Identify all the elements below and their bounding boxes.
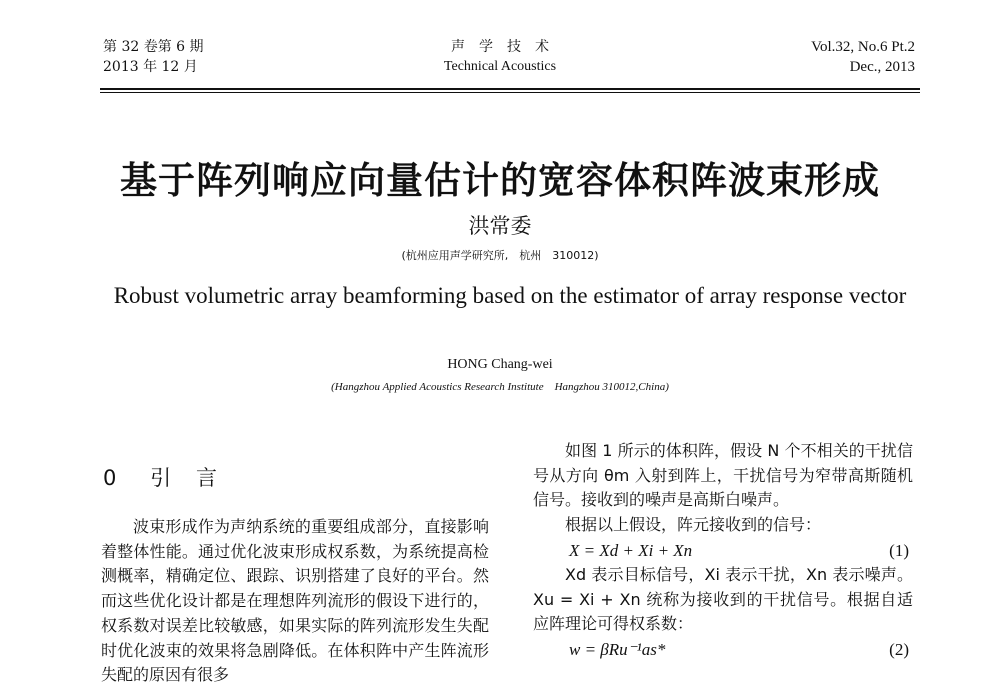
header-rule-thin bbox=[100, 92, 920, 93]
intro-paragraph: 波束形成作为声纳系统的重要组成部分，直接影响着整体性能。通过优化波束形成权系数，为系统提高检测概率，精确定位、跟踪、识别搭建了良好的平台。然而这些优化设计都是在理想阵列流形的假设下进行的，权系数对误差比较敏感，如果实际的阵列流形发生失配时优化波束的效果将急剧降低。在体积阵中产生阵流形失配的原因有很多 bbox=[101, 517, 489, 685]
affiliation-en: (Hangzhou Applied Acoustics Research Institute Hangzhou 310012,China) bbox=[331, 381, 669, 393]
equation-1 bbox=[533, 538, 913, 563]
author-en: HONG Chang-wei bbox=[447, 357, 553, 372]
journal-name-cn: 声 学 技 术 bbox=[451, 39, 549, 55]
affiliation-cn: (杭州应用声学研究所, 杭州 310012) bbox=[401, 249, 599, 262]
journal-date-en: Dec., 2013 bbox=[849, 59, 915, 75]
paper-title-en: Robust volumetric array beamforming based on the estimator of array response vector bbox=[113, 283, 907, 308]
equation-1-expression: X = Xd + Xi + Xn bbox=[569, 540, 693, 560]
equation-2-number: (2) bbox=[889, 639, 909, 659]
section-number: 0 bbox=[103, 466, 119, 490]
equation-2 bbox=[533, 637, 913, 662]
journal-name-en: Technical Acoustics bbox=[443, 59, 557, 74]
journal-volume-en: Vol.32, No.6 Pt.2 bbox=[811, 39, 915, 55]
section-title: 引 言 bbox=[150, 466, 220, 490]
right-column bbox=[533, 439, 913, 662]
journal-date-cn: 2013 年 12 月 bbox=[103, 59, 198, 75]
author-cn: 洪常委 bbox=[468, 214, 532, 238]
equation-2-expression: w = βRu⁻¹as* bbox=[569, 639, 666, 659]
definition-paragraph: Xd 表示目标信号，Xi 表示干扰，Xn 表示噪声。Xu = Xi + Xn 统称为接收到的干扰信号。根据自适应阵理论可得权系数： bbox=[533, 564, 913, 634]
equation-1-number: (1) bbox=[889, 540, 909, 560]
paper-title-cn: 基于阵列响应向量估计的宽容体积阵波束形成 bbox=[120, 159, 880, 202]
journal-volume-issue: 第 32 卷第 6 期 bbox=[103, 39, 204, 55]
left-column bbox=[101, 515, 489, 688]
signal-paragraph: 根据以上假设，阵元接收到的信号： bbox=[565, 515, 822, 535]
header-rule-thick bbox=[100, 88, 920, 90]
section-heading bbox=[103, 462, 219, 492]
model-paragraph: 如图 1 所示的体积阵，假设 N 个不相关的干扰信号从方向 θm 入射到阵上，干扰信号为窄带高斯随机信号。接收到的噪声是高斯白噪声。 bbox=[533, 441, 913, 510]
